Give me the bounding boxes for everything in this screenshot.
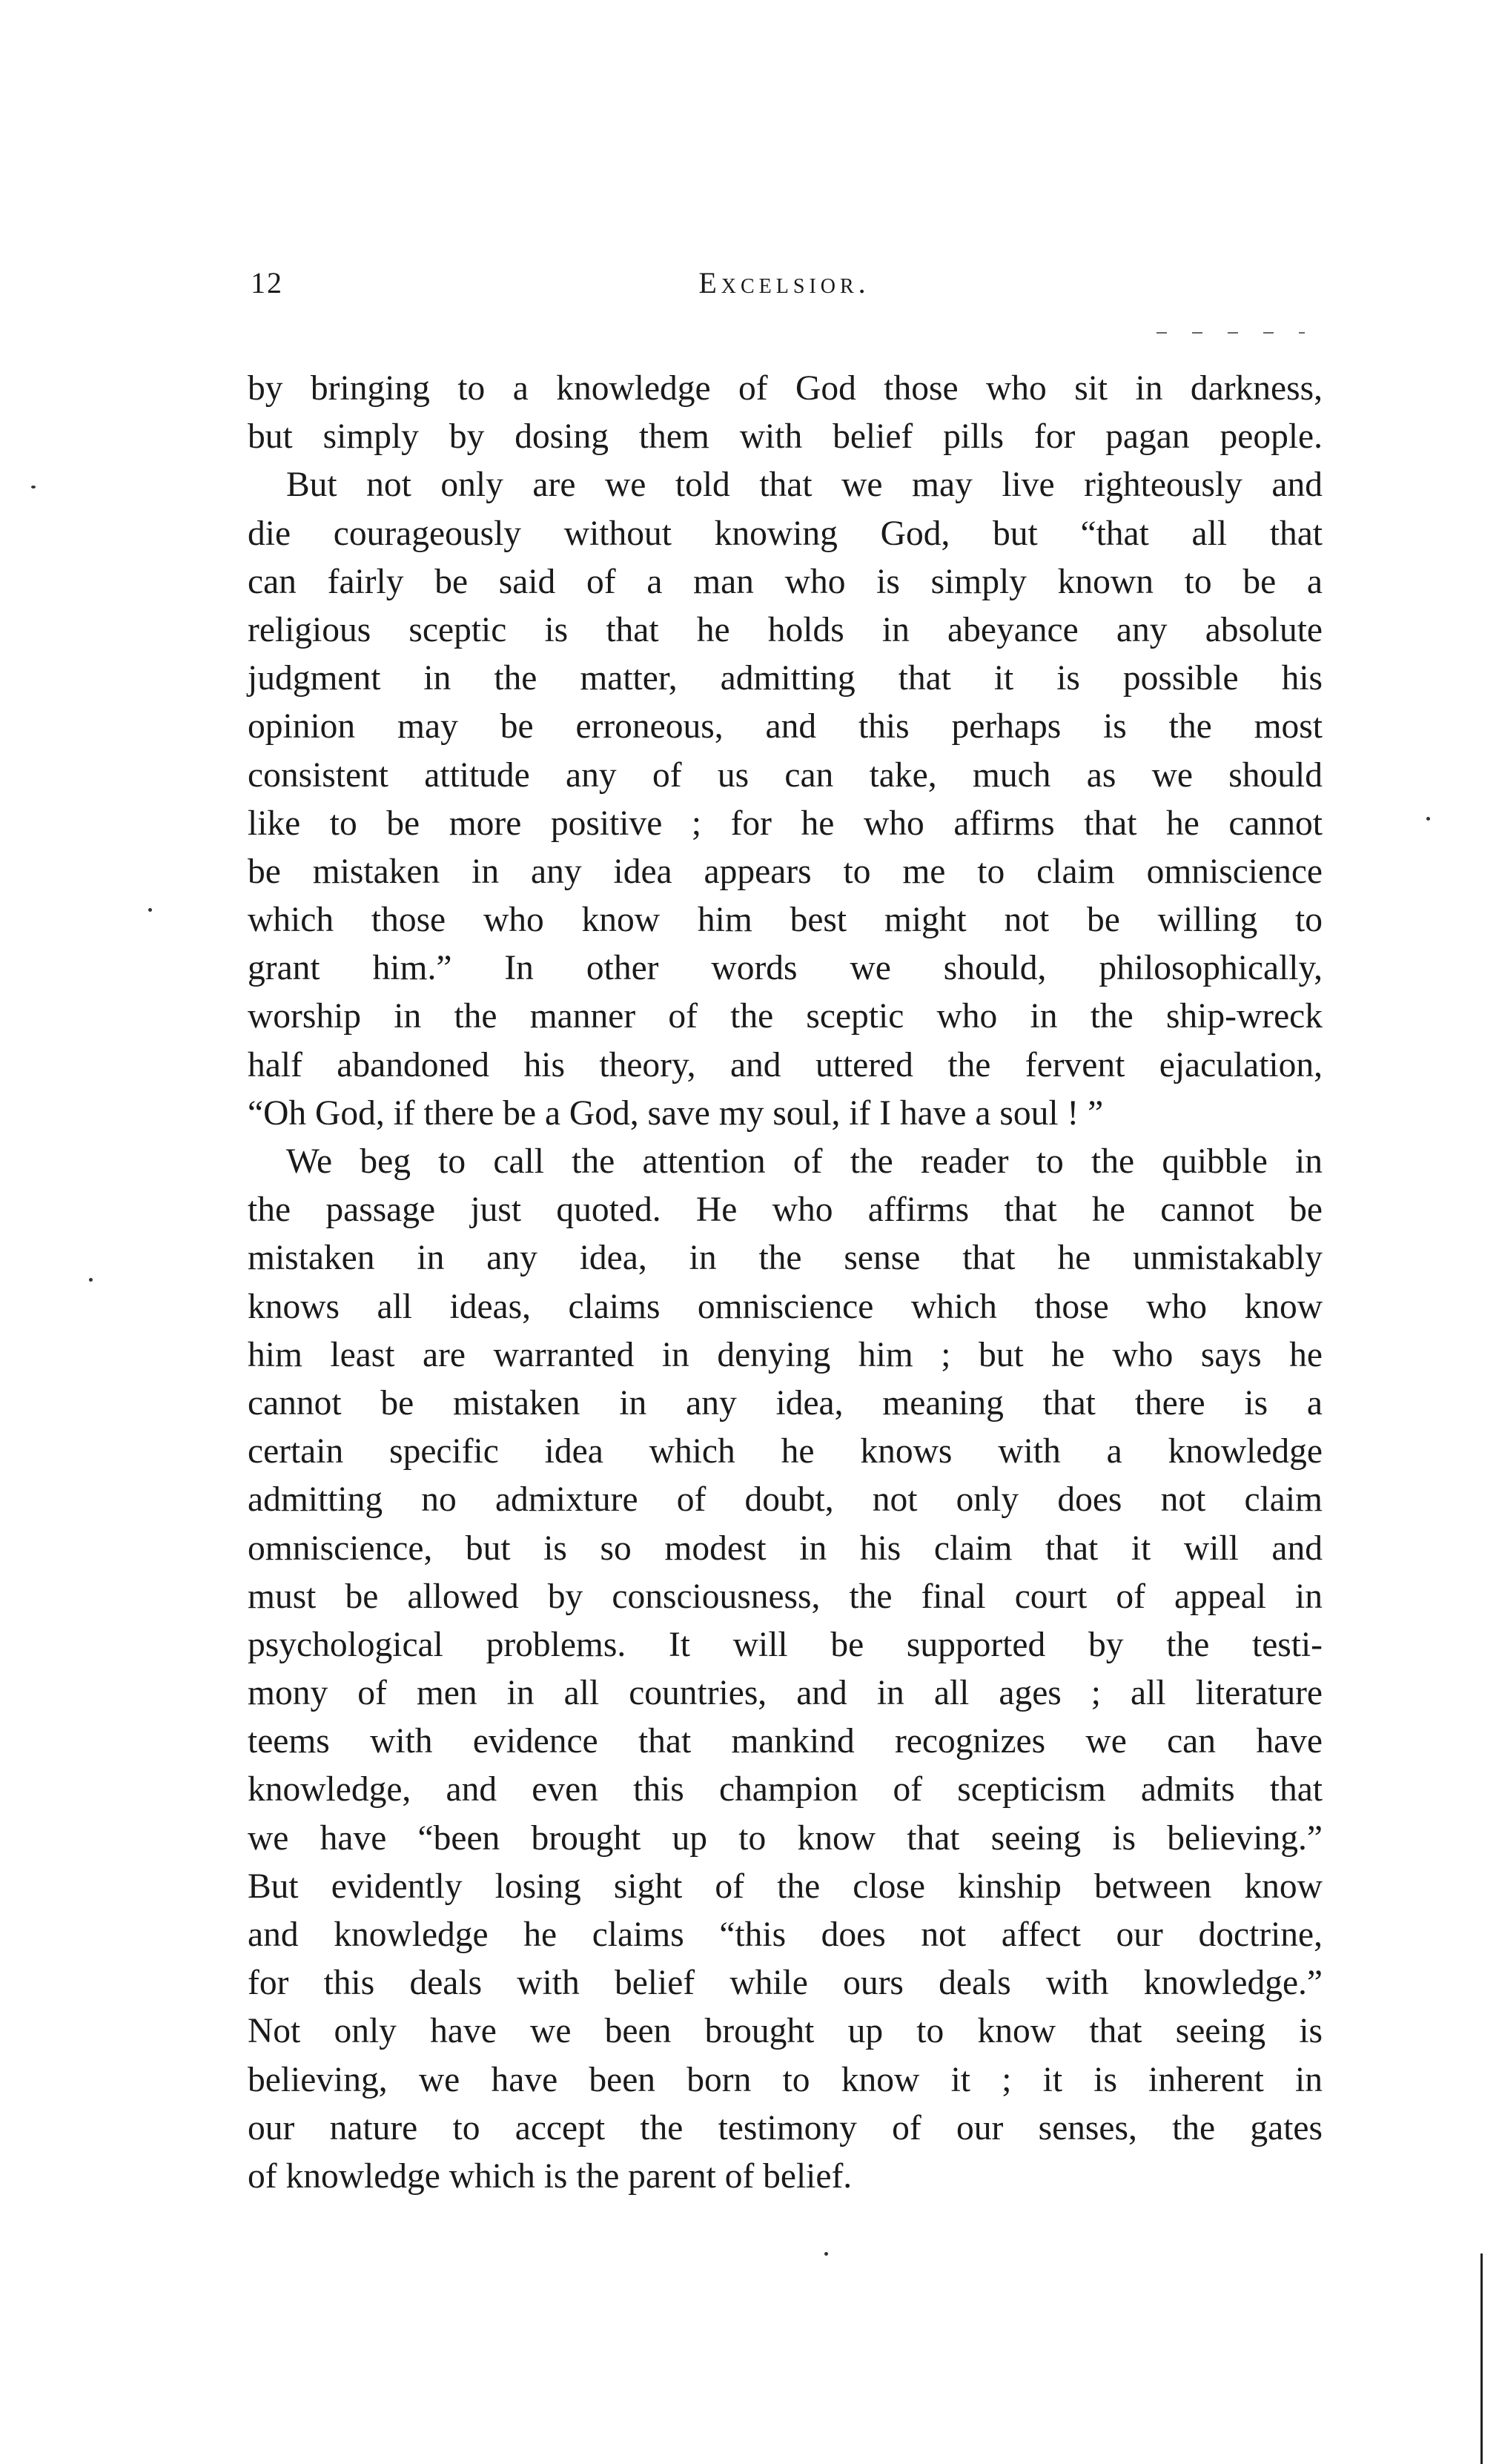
text-line: But evidently losing sight of the close kinship between know [248,1867,1323,1906]
text-line: and knowledge he claims “this does not affect our doctrine, [248,1915,1323,1954]
text-line: certain specific idea which he knows with a knowledge [248,1432,1323,1471]
text-line: which those who know him best might not be willing to [248,901,1323,940]
text-line: of knowledge which is the parent of belief. [248,2156,853,2196]
text-line: mistaken in any idea, in the sense that he unmistakably [248,1239,1323,1278]
text-line: judgment in the matter, admitting that it is possible his [248,659,1323,698]
text-line: grant him.” In other words we should, philosophically, [248,949,1323,988]
text-line: admitting no admixture of doubt, not only does not claim [248,1480,1323,1520]
text-line: half abandoned his theory, and uttered the fervent ejaculation, [248,1045,1323,1084]
text-line: believing, we have been born to know it ; it is inherent in [248,2060,1323,2099]
text-line: be mistaken in any idea appears to me to claim omniscience [248,852,1323,891]
text-line: die courageously without knowing God, but “that all that [248,514,1323,553]
margin-fleck [824,2252,828,2256]
text-line: for this deals with belief while ours deals with knowledge.” [248,1964,1323,2003]
body-text [248,365,1323,2201]
text-line: like to be more positive ; for he who affirms that he cannot [248,804,1323,843]
margin-fleck [148,908,152,912]
header-dash-marks [1156,332,1305,334]
text-line: knowledge, and even this champion of scepticism admits that [248,1770,1323,1809]
text-line: knows all ideas, claims omniscience which those who know [248,1287,1323,1326]
text-line: opinion may be erroneous, and this perhaps is the most [248,707,1323,746]
text-line: religious sceptic is that he holds in abeyance any absolute [248,610,1323,649]
text-line: consistent attitude any of us can take, much as we should [248,755,1323,795]
scan-edge-rule [1480,2253,1483,2464]
margin-fleck [1426,817,1430,821]
text-line: must be allowed by consciousness, the final court of appeal in [248,1577,1323,1616]
text-line: mony of men in all countries, and in all ages ; all literature [248,1674,1323,1713]
page-number: 12 [251,266,283,299]
text-line: teems with evidence that mankind recognizes we can have [248,1722,1323,1761]
text-line: we have “been brought up to know that seeing is believing.” [248,1818,1323,1858]
page-header [251,265,1318,310]
text-line: omniscience, but is so modest in his claim that it will and [248,1529,1323,1568]
text-line: Not only have we been brought up to know that seeing is [248,2012,1323,2051]
text-line: cannot be mistaken in any idea, meaning that there is a [248,1383,1323,1423]
margin-fleck [89,1278,93,1282]
text-line: him least are warranted in denying him ; but he who says he [248,1335,1323,1374]
text-line: the passage just quoted. He who affirms that he cannot be [248,1190,1323,1230]
running-head: Excelsior. [698,266,870,299]
text-line: “Oh God, if there be a God, save my soul, if I have a soul ! ” [248,1093,1104,1133]
text-line: our nature to accept the testimony of our senses, the gates [248,2108,1323,2147]
text-line: by bringing to a knowledge of God those who sit in darkness, [248,369,1323,408]
text-line: can fairly be said of a man who is simply known to be a [248,562,1323,601]
text-line: psychological problems. It will be supported by the testi- [248,1625,1323,1664]
text-line: worship in the manner of the sceptic who in the ship-wreck [248,997,1323,1036]
text-line: We beg to call the attention of the reader to the quibble in [286,1142,1323,1181]
margin-fleck [31,486,36,489]
text-line: But not only are we told that we may live righteously and [286,466,1323,505]
text-line: but simply by dosing them with belief pills for pagan people. [248,417,1323,457]
